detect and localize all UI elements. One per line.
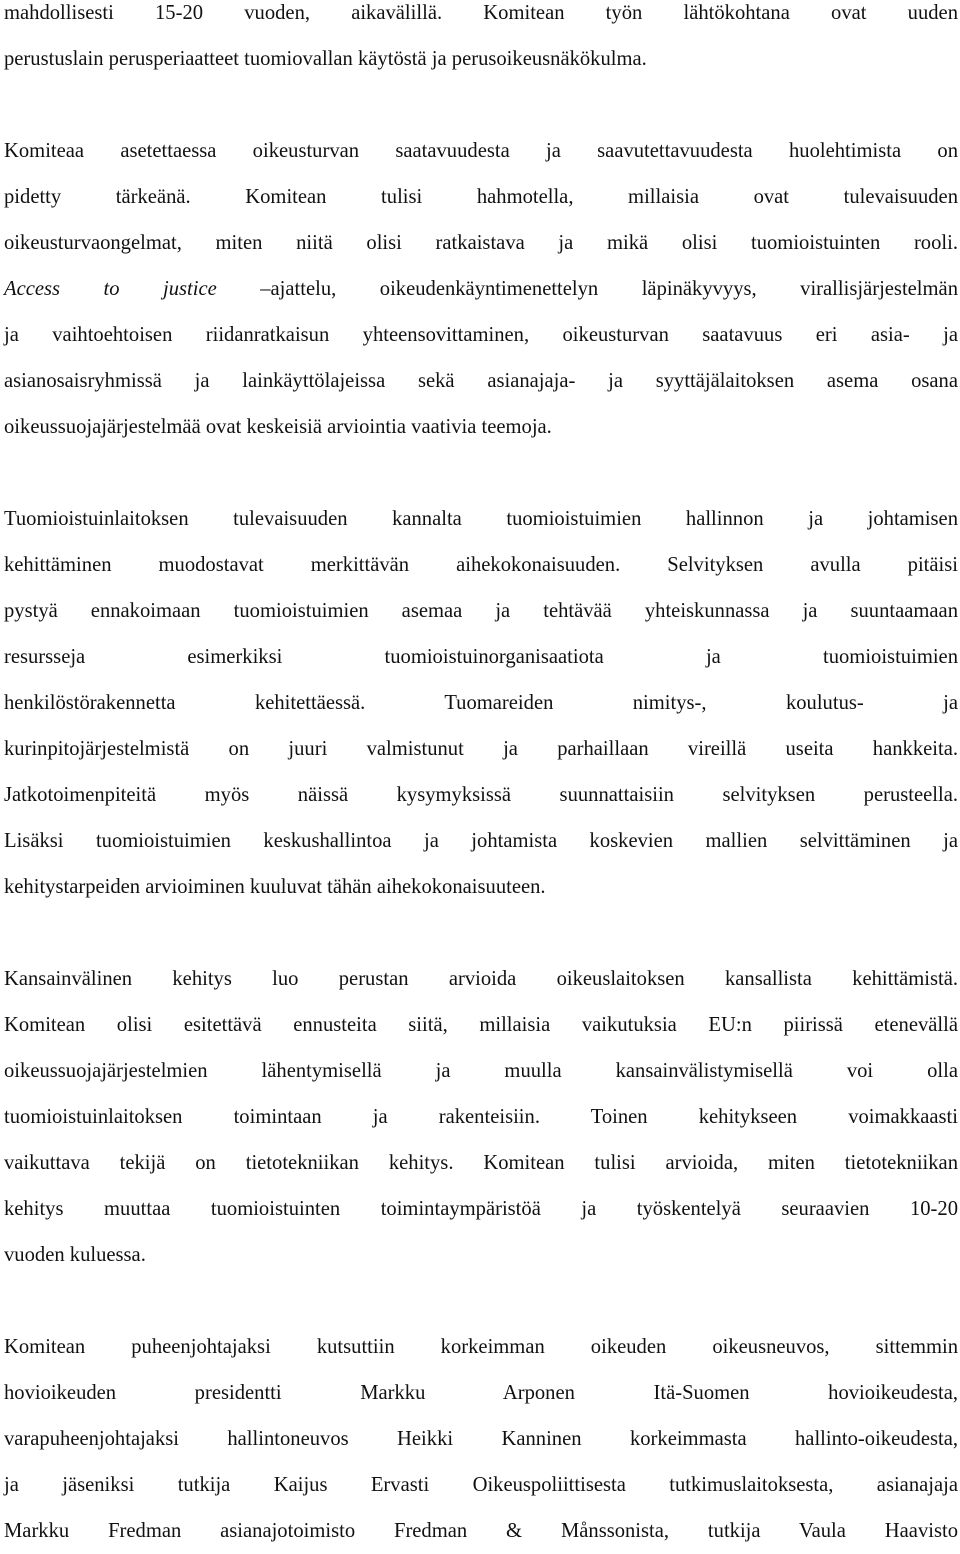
text-line: [4, 220, 958, 266]
text-line: [4, 1232, 958, 1278]
text-line: [4, 1094, 958, 1140]
text-line: [4, 1048, 958, 1094]
text-line: [4, 1324, 958, 1370]
paragraph: [4, 128, 958, 450]
line-text: oikeussuojajärjestelmien lähentymisellä ja muulla kansainvälistymisellä voi olla: [4, 1060, 958, 1082]
line-text: Jatkotoimenpiteitä myös näissä kysymyksissä suunnattaisiin selvityksen perusteella.: [4, 784, 958, 806]
line-text: kehitys muuttaa tuomioistuinten toimintaympäristöä ja työskentelyä seuraavien 10-20: [4, 1198, 958, 1220]
text-line: [4, 1370, 958, 1416]
line-text: mahdollisesti 15-20 vuoden, aikavälillä. Komitean työn lähtökohtana ovat uuden: [4, 2, 958, 24]
line-text: Komitean olisi esitettävä ennusteita siitä, millaisia vaikutuksia EU:n piirissä etenevällä: [4, 1014, 958, 1036]
line-text: perustuslain perusperiaatteet tuomiovallan käytöstä ja perusoikeusnäkökulma.: [4, 48, 647, 70]
line-text: Tuomioistuinlaitoksen tulevaisuuden kannalta tuomioistuimien hallinnon ja johtamisen: [4, 508, 958, 530]
text-line: [4, 174, 958, 220]
line-text: oikeusturvaongelmat, miten niitä olisi ratkaistava ja mikä olisi tuomioistuinten rooli.: [4, 232, 958, 254]
paragraph: [4, 496, 958, 910]
line-text: varapuheenjohtajaksi hallintoneuvos Heikki Kanninen korkeimmasta hallinto-oikeudesta,: [4, 1428, 958, 1450]
text-line: [4, 358, 958, 404]
line-text: tuomioistuinlaitoksen toimintaan ja rakenteisiin. Toinen kehitykseen voimakkaasti: [4, 1106, 958, 1128]
paragraph: [4, 956, 958, 1278]
document-page: [4, 0, 958, 1554]
paragraph: [4, 0, 958, 82]
paragraph-gap: [4, 450, 958, 496]
text-line: [4, 1508, 958, 1554]
line-text: kehitystarpeiden arvioiminen kuuluvat tähän aihekokonaisuuteen.: [4, 876, 546, 898]
text-line: [4, 36, 958, 82]
text-line: [4, 496, 958, 542]
text-line: [4, 1186, 958, 1232]
line-text: pidetty tärkeänä. Komitean tulisi hahmotella, millaisia ovat tulevaisuuden: [4, 186, 958, 208]
text-line: [4, 542, 958, 588]
line-text: henkilöstörakennetta kehitettäessä. Tuomareiden nimitys-, koulutus- ja: [4, 692, 958, 714]
paragraph-gap: [4, 82, 958, 128]
italic-phrase: Access to justice: [4, 278, 217, 300]
text-line: [4, 864, 958, 910]
paragraph-gap: [4, 910, 958, 956]
text-line: [4, 128, 958, 174]
paragraph: [4, 1324, 958, 1554]
text-line: [4, 956, 958, 1002]
line-text: asianosaisryhmissä ja lainkäyttölajeissa sekä asianajaja- ja syyttäjälaitoksen asema osana: [4, 370, 958, 392]
line-text: oikeussuojajärjestelmää ovat keskeisiä arviointia vaativia teemoja.: [4, 416, 552, 438]
line-text: Lisäksi tuomioistuimien keskushallintoa ja johtamista koskevien mallien selvittäminen ja: [4, 830, 958, 852]
line-text: vaikuttava tekijä on tietotekniikan kehitys. Komitean tulisi arvioida, miten tietotekniikan: [4, 1152, 958, 1174]
text-line: [4, 404, 958, 450]
line-text: kehittäminen muodostavat merkittävän aihekokonaisuuden. Selvityksen avulla pitäisi: [4, 554, 958, 576]
line-text: kurinpitojärjestelmistä on juuri valmistunut ja parhaillaan vireillä useita hankkeita.: [4, 738, 958, 760]
line-text: resursseja esimerkiksi tuomioistuinorganisaatiota ja tuomioistuimien: [4, 646, 958, 668]
text-line: [4, 726, 958, 772]
text-line: [4, 634, 958, 680]
line-text: Komiteaa asetettaessa oikeusturvan saatavuudesta ja saavutettavuudesta huolehtimista on: [4, 140, 958, 162]
text-line: [4, 312, 958, 358]
text-line: [4, 772, 958, 818]
text-line: [4, 1002, 958, 1048]
line-text: Kansainvälinen kehitys luo perustan arvioida oikeuslaitoksen kansallista kehittämistä.: [4, 968, 958, 990]
text-line: [4, 818, 958, 864]
text-line: [4, 1140, 958, 1186]
text-line: [4, 1462, 958, 1508]
text-line: [4, 588, 958, 634]
line-text: hovioikeuden presidentti Markku Arponen Itä-Suomen hovioikeudesta,: [4, 1382, 958, 1404]
text-line: [4, 680, 958, 726]
text-line: [4, 266, 958, 312]
paragraph-gap: [4, 1278, 958, 1324]
line-text: ja vaihtoehtoisen riidanratkaisun yhteensovittaminen, oikeusturvan saatavuus eri asia- ja: [4, 324, 958, 346]
text-line: [4, 1416, 958, 1462]
line-text: vuoden kuluessa.: [4, 1244, 146, 1266]
text-line: [4, 0, 958, 36]
line-text: ja jäseniksi tutkija Kaijus Ervasti Oikeuspoliittisesta tutkimuslaitoksesta, asianajaja: [4, 1474, 958, 1496]
line-text: pystyä ennakoimaan tuomioistuimien asemaa ja tehtävää yhteiskunnassa ja suuntaamaan: [4, 600, 958, 622]
line-text: –ajattelu, oikeudenkäyntimenettelyn läpinäkyvyys, virallisjärjestelmän: [216, 278, 958, 300]
line-text: Markku Fredman asianajotoimisto Fredman & Månssonista, tutkija Vaula Haavisto: [4, 1520, 958, 1542]
line-text: Komitean puheenjohtajaksi kutsuttiin korkeimman oikeuden oikeusneuvos, sittemmin: [4, 1336, 958, 1358]
